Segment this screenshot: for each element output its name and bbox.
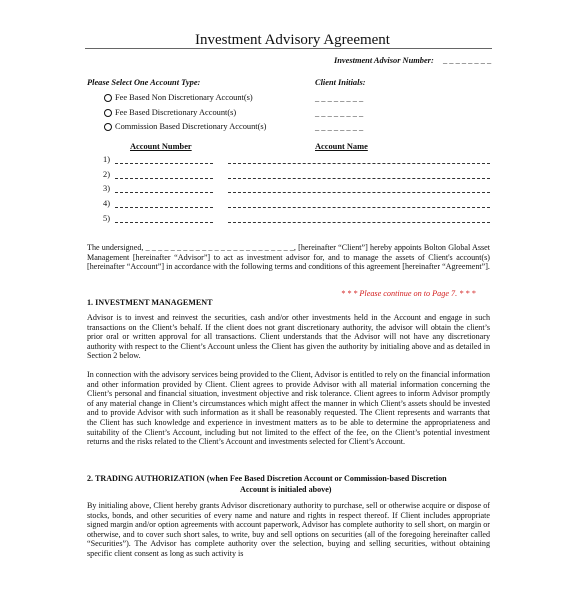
account-number-field[interactable]: [115, 178, 213, 179]
section-1-paragraph-1: Advisor is to invest and reinvest the securities, cash and/or other investments held in the Account and engage in such transactions on the Client’s behalf. If the client does not grant discretionary authority, the advisor will obtain the client’s prior oral or written approval for all transactions. Client understands that the Advisor will not have any discretionary authority with respect to the Client’s Account unless the Client has given the authority by initialing above and as detailed in Section 2 below.: [87, 313, 490, 361]
section-1-paragraph-2: In connection with the advisory services being provided to the Client, Advisor is entitled to rely on the financial information and other information provided by Client. Client agrees to provide Advisor with all material information concerning the Client’s personal and financial situation, investment objective and risk tolerance. Client agrees to inform Advisor promptly of any material change in Client’s circumstances which might affect the manner in which Client’s assets should be invested and to provide Advisor with such information as it shall be reasonably requested. The Client represents and warrants that the Client has such knowledge and experience in investment matters as to be able to determine the appropriateness and suitability of the Client’s Account, including but not limited to the effect of the fee, on the Client’s potential investment returns and the risks related to the Client’s Account and investments selected for Client’s Account.: [87, 370, 490, 447]
account-row-label: 4): [103, 199, 110, 208]
radio-button[interactable]: [104, 123, 112, 131]
section-1-title: 1. INVESTMENT MANAGEMENT: [87, 298, 213, 307]
initials-field-2[interactable]: _ _ _ _ _ _ _ _: [315, 109, 364, 118]
account-name-field[interactable]: [228, 207, 490, 208]
account-type-option-1[interactable]: Fee Based Non Discretionary Account(s): [104, 93, 253, 103]
client-initials-label: Client Initials:: [315, 78, 366, 87]
initials-field-3[interactable]: _ _ _ _ _ _ _ _: [315, 123, 364, 132]
account-type-option-3[interactable]: Commission Based Discretionary Account(s): [104, 122, 266, 132]
advisor-number-field[interactable]: _ _ _ _ _ _ _ _: [443, 56, 492, 65]
account-number-field[interactable]: [115, 222, 213, 223]
advisor-number-label: Investment Advisor Number:: [334, 56, 434, 65]
initials-field-1[interactable]: _ _ _ _ _ _ _ _: [315, 94, 364, 103]
undersigned-paragraph: The undersigned, _ _ _ _ _ _ _ _ _ _ _ _ _ _ _ _ _ _ _ _ _ _ _ _, [hereinafter “Client”] hereby appoints Bolton Global Asset Management [hereinafter “Advisor”] to act as investment advisor for, and to manage the assets of Client's account(s) [hereinafter “Account”] in accordance with the following terms and conditions of this agreement [hereinafter “Agreement”].: [87, 243, 490, 272]
account-number-header: Account Number: [130, 142, 192, 151]
account-row-label: 5): [103, 214, 110, 223]
account-number-field[interactable]: [115, 192, 213, 193]
account-name-field[interactable]: [228, 192, 490, 193]
account-row-label: 1): [103, 155, 110, 164]
account-number-field[interactable]: [115, 207, 213, 208]
title-divider: [85, 48, 492, 49]
account-type-option-2[interactable]: Fee Based Discretionary Account(s): [104, 108, 236, 118]
account-type-label: Please Select One Account Type:: [87, 78, 201, 87]
account-name-header: Account Name: [315, 142, 368, 151]
account-number-field[interactable]: [115, 163, 213, 164]
account-name-field[interactable]: [228, 163, 490, 164]
continue-note: * * * Please continue on to Page 7. * * *: [341, 289, 476, 298]
radio-button[interactable]: [104, 94, 112, 102]
section-2-title: 2. TRADING AUTHORIZATION (when Fee Based Discretion Account or Commission-based Discretion: [87, 474, 447, 483]
account-name-field[interactable]: [228, 178, 490, 179]
section-2-title-cont: Account is initialed above): [240, 485, 332, 494]
radio-button[interactable]: [104, 109, 112, 117]
page-title: Investment Advisory Agreement: [195, 32, 390, 48]
account-row-label: 2): [103, 170, 110, 179]
account-row-label: 3): [103, 184, 110, 193]
account-name-field[interactable]: [228, 222, 490, 223]
section-2-paragraph-1: By initialing above, Client hereby grants Advisor discretionary authority to purchase, sell or otherwise acquire or dispose of stocks, bonds, and other securities of every name and nature and rights in respect thereof. If Client includes appropriate signed margin and/or option agreements with account paperwork, Advisor has complete authority to sell short, on margin or otherwise, and to cover such short sales, to write, buy and sell options on securities (all of the foregoing hereinafter called “Securities”). The Advisor has complete authority over the selection, buying and selling securities, without obtaining specific client consent as long as such activity is: [87, 501, 490, 558]
